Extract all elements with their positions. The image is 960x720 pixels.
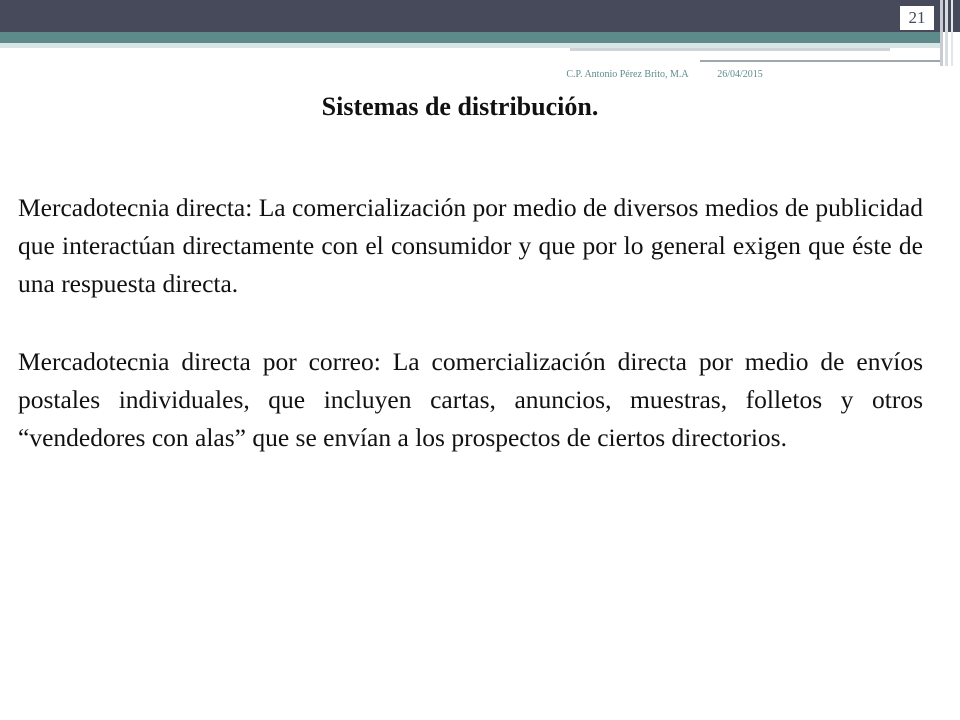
header-gray-rule [570,48,890,51]
corner-vertical-rule [951,0,953,66]
header-fine-rule [700,60,940,62]
header-dark-band [0,0,960,32]
slide-number: 21 [900,6,934,30]
corner-vertical-rule [945,0,948,66]
paragraph-direct-mail-marketing: Mercadotecnia directa por correo: La comercialización directa por medio de envíos postales individuales, que incluyen cartas, anuncios, muestras, folletos y otros “vendedores con alas” que se envían a los prospectos de ciertos directorios. [18,347,923,452]
footer-author: C.P. Antonio Pérez Brito, M.A [566,69,689,80]
footer-date: 26/04/2015 [717,69,763,80]
paragraph-direct-marketing: Mercadotecnia directa: La comercialización por medio de diversos medios de publicidad que interactúan directamente con el consumidor y que por lo general exigen que éste de una respuesta directa. [18,193,923,298]
slide-title: Sistemas de distribución. [321,92,599,121]
header-teal-band [0,32,940,43]
corner-vertical-rule [940,0,943,66]
